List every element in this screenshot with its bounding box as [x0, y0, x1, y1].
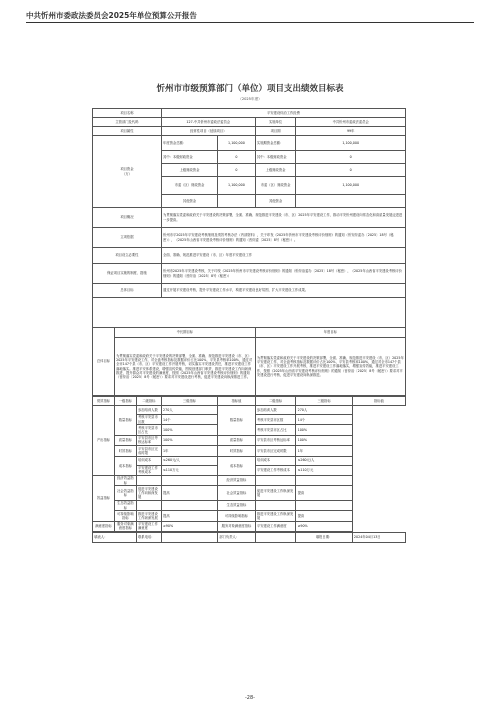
page-number: -28- [245, 695, 255, 701]
indicator-long-value: ≥90% [161, 521, 217, 531]
goal-annual-text: 为贯彻落实党委和政府关于平安建设的决策部署，全面、准确、规范推进平安建设（市、区）2025年平安建设工作，对全盘考核指标及数据评价占比100%，平安县考核率100%，通过对全市147个县（市、区）平安建设工作开展考核，推进平安建设工作落地落实，增强宣传效能，推进平安建设工作，按照《2025年山西省平安建设考核评价细则》的通知（晋综治〔2025〕8号（秘密））要求对平安建设进行考核，促进平安建设向纵深推进。 [255, 338, 405, 396]
hdr-l2: 二级指标 [136, 397, 161, 406]
indicator-long-l2: 数量指标 [114, 406, 136, 436]
label-overall-goal: 总体目标 [93, 328, 115, 396]
indicator-long-l2: 生态效益指标 [114, 500, 136, 510]
indicator-annual-value: 提高 [296, 511, 352, 521]
annual-other-funds [218, 195, 256, 208]
indicator-annual-l3 [255, 475, 296, 485]
indicator-long-l3 [136, 500, 161, 510]
hdr-l1: 一级指标 [114, 397, 136, 406]
indicator-annual-l3 [255, 500, 296, 510]
indicator-long-value: 1年 [161, 446, 217, 456]
indicator-long-l3: 平安建设工作考核成本 [136, 465, 161, 475]
label-necessity: 项目设立必要性 [93, 248, 162, 264]
indicator-annual-value: 14个 [296, 415, 352, 425]
label-attribute: 项目属性 [93, 127, 162, 136]
label-impl-total: 实施期资金总额： [255, 136, 296, 151]
project-attribute: 经常性项目（延续项目） [161, 127, 255, 136]
performance-table [92, 108, 406, 543]
dept-head-value [255, 533, 296, 543]
spacer-row [93, 298, 406, 328]
l1-satis: 满意度指标 [93, 521, 115, 531]
l1-prod: 产出指标 [93, 406, 115, 476]
indicator-annual-l3: 考核平安县市区占比 [255, 425, 296, 435]
indicator-annual-value: 270人 [296, 406, 352, 415]
label-sub-long: 中长期目标 [114, 328, 255, 338]
project-name: 平安建设综治工作经费 [161, 109, 405, 118]
label-fill-person: 填表人： [93, 533, 137, 543]
indicator-long-value: ≤110万元 [161, 465, 217, 475]
indicator-annual-l2: 经济效益指标 [218, 475, 256, 485]
impl-other-funds [296, 195, 406, 208]
impl-superior: 0 [296, 164, 406, 177]
annual-fiscal: 0 [218, 151, 256, 164]
hdr-l3: 三级指标 [161, 397, 217, 406]
indicator-annual-l3: 平安县市区考核达标率 [255, 435, 296, 445]
indicator-annual-value [296, 475, 352, 485]
indicator-long-l3: 考核平安县市区占比 [136, 425, 161, 435]
hdr-l3-annual: 三级指标 [296, 397, 352, 406]
project-long-goal: 通过开展平安建设考核，提升平安建设工作水平，构建平安建设良好氛围，扩大平安建设工作成果。 [161, 284, 405, 298]
goal-long-text: 为贯彻落实党委和政府关于平安建设的决策部署，全面、准确、规范推进平安建设（市、区）2025年平安建设工作，对全盘考核指标及数据评价占比100%，平安县考核率100%，通过对全市147个县（市、区）平安建设工作开展考核，切实落实平安建设责任，推进平安建设工作落地落实。推进平安体系建设，增强宣传效能，围绕创建部门职责，推进平安建设工作向纵深推进，提升群众对平安建设的满意度，按照《2025年山西省平安建设考核评价细则》的通知（晋综治〔2025〕8号（秘密））要求对平安建设进行考核，促进平安建设向纵深推进工作。 [114, 338, 255, 396]
indicator-long-l3 [136, 475, 161, 485]
impl-fiscal: 0 [296, 151, 406, 164]
indicator-annual-value: 100% [296, 435, 352, 445]
indicator-annual-value [296, 500, 352, 510]
indicator-long-l3: 平安县市区完成时限 [136, 446, 161, 456]
indicator-annual-l2: 社会效益指标 [218, 486, 256, 501]
project-overview: 为贯彻落实党委和政府关于平安建设的决策部署，全面、准确、规范推进平安建设（市、区）2025年平安建设工作，推动平安忻州建设向常态化和高质量发展迈进进一步提高。 [161, 208, 405, 228]
label-impl-other-dept: 市委（区）财政资金 [255, 177, 296, 195]
indicator-long-l3: 推进平安建设工作纵深发展 [136, 511, 161, 521]
report-header: 中共忻州市委政法委员会2025年单位预算公开报告 [26, 11, 197, 20]
page-title: 忻州市市级预算部门（单位）项目支出绩效目标表 [156, 84, 344, 94]
indicator-annual-l2: 服务对象满意度指标 [218, 521, 256, 531]
label-impl-unit: 实施单位 [255, 118, 296, 127]
project-dept: 127-中共忻州市委政法委员会 [161, 118, 255, 127]
indicator-long-l2: 可持续影响指标 [114, 511, 136, 521]
impl-other: 1,100,000 [296, 177, 406, 195]
l1-effect: 效益指标 [93, 475, 115, 521]
indicator-annual-l2: 成本指标 [218, 456, 256, 475]
label-annual-superior: 上级财政资金 [161, 164, 217, 177]
indicator-long-l2: 经济效益指标 [114, 475, 136, 485]
indicator-long-l2: 质量指标 [114, 435, 136, 445]
indicator-long-value [161, 475, 217, 485]
indicator-annual-l3: 培训成本 [255, 456, 296, 465]
label-annual-fiscal: 其中：本级财政资金 [161, 151, 217, 164]
label-period: 项目期 [255, 127, 296, 136]
indicator-long-l3: 平安建设工作满意度 [136, 521, 161, 531]
indicator-long-l2: 社会效益指标 [114, 486, 136, 501]
indicator-long-value: 100% [161, 435, 217, 445]
annual-other: 1,100,000 [218, 177, 256, 195]
year-label: （2025年度） [238, 97, 262, 101]
indicator-annual-value: 1年 [296, 446, 352, 456]
label-basis: 立项依据 [93, 228, 162, 248]
indicator-long-l3: 促进平安建设工作向纵深发展 [136, 486, 161, 501]
annual-total: 1,100,000 [218, 136, 256, 151]
indicator-long-l3: 培训成本 [136, 456, 161, 465]
label-overview: 项目概况 [93, 208, 162, 228]
label-long-goal: 总体目标 [93, 284, 162, 298]
indicator-long-value [161, 500, 217, 510]
label-dept-head: 部门负责人： [218, 533, 256, 543]
indicator-annual-l2: 数量指标 [218, 406, 256, 436]
label-dept: 主管部门及代码 [93, 118, 162, 127]
label-impl-superior: 上级财政资金 [255, 164, 296, 177]
indicator-long-l2: 服务对象满意度指标 [114, 521, 136, 531]
indicator-long-l2: 时效指标 [114, 446, 136, 456]
indicator-long-value: 14个 [161, 415, 217, 425]
indicator-long-l3: 参加培训人数 [136, 406, 161, 415]
indicator-annual-l3: 考核平安县市区数 [255, 415, 296, 425]
indicator-long-l3: 考核平安县市区数 [136, 415, 161, 425]
indicator-annual-l2: 生态效益指标 [218, 500, 256, 510]
label-contact: 联系电话： [136, 533, 161, 543]
annual-superior: 0 [218, 164, 256, 177]
label-impl-other: 其他资金 [255, 195, 296, 208]
indicator-annual-value: 100% [296, 425, 352, 435]
impl-total: 1,100,000 [296, 136, 406, 151]
label-funds: 项目资金 （万） [93, 136, 162, 208]
impl-unit: 中共忻州市委政法委员会 [296, 118, 406, 127]
indicator-annual-l3: 参加培训人数 [255, 406, 296, 415]
indicator-annual-l3: 平安建设工作考核成本 [255, 465, 296, 475]
indicator-long-value: 100% [161, 425, 217, 435]
project-period: 99年 [296, 127, 406, 136]
label-annual-total: 年度资金总额： [161, 136, 217, 151]
indicator-annual-l2: 时效指标 [218, 446, 256, 456]
indicator-table [92, 396, 406, 532]
indicator-long-value: 270人 [161, 406, 217, 415]
indicator-annual-l2: 质量指标 [218, 435, 256, 445]
label-annual-other: 其他资金 [161, 195, 217, 208]
indicator-annual-value: 提高 [296, 486, 352, 501]
indicator-annual-l3: 推进平安建设工作纵深发展 [255, 511, 296, 521]
contact-value [161, 533, 217, 543]
label-project-name: 项目名称 [93, 109, 162, 118]
indicator-annual-value: ≤260元/人 [296, 456, 352, 465]
header-divider [26, 22, 474, 23]
label-annual-other-dept: 市委（区）财政资金 [161, 177, 217, 195]
project-mgmt: 忻州市2025年平安建设考核，关于印发《2025年忻州市平安建设考核评价细则》的通知（忻综治委办〔2025〕18号（秘密），《2025年山西省平安建设考核评价细则》的通知（晋综治〔2025〕8号（秘密）） [161, 264, 405, 284]
indicator-annual-value: ≥90% [296, 521, 352, 531]
project-basis: 忻州市平2025年平安建设考核细则及绩效考核办法（内部资料），关于印发《2025年忻州市平安建设考核评价细则》的通知（忻安综委办〔2025〕18号（秘密）），《2025年山西省平安建设考核评价细则》的通知（晋综委〔2025〕8号（秘密））。 [161, 228, 405, 248]
indicator-long-l3: 平安县市区考核达标率 [136, 435, 161, 445]
hdr-value-annual: 指标值 [352, 397, 405, 406]
label-sub-annual: 年度目标 [255, 328, 405, 338]
indicator-annual-l3: 平安建设工作满意度 [255, 521, 296, 531]
label-mgmt: 保证项目实施的制度、措施 [93, 264, 162, 284]
label-impl-fiscal: 其中：本级财政资金 [255, 151, 296, 164]
hdr-l2-annual: 二级指标 [255, 397, 296, 406]
indicator-annual-l3: 促进平安建设工作纵深发展 [255, 486, 296, 501]
label-perf: 绩效指标 [93, 397, 115, 406]
indicator-long-l2: 成本指标 [114, 456, 136, 475]
indicator-long-value: 提高 [161, 511, 217, 521]
indicator-long-value: 提高 [161, 486, 217, 501]
indicator-annual-l2: 可持续影响指标 [218, 511, 256, 521]
fill-date: 2024年04月13日 [352, 533, 405, 543]
hdr-value: 指标值 [218, 397, 256, 406]
signature-table [92, 532, 406, 543]
project-necessity: 全面、准确、规范推进平安建设（市、区）年度平安建设工作 [161, 248, 405, 264]
label-fill-date: 填报日期： [296, 533, 352, 543]
indicator-annual-l3: 平安县市区完成时限 [255, 446, 296, 456]
indicator-long-value: ≤260元/人 [161, 456, 217, 465]
indicator-annual-value: ≤110万元 [296, 465, 352, 475]
